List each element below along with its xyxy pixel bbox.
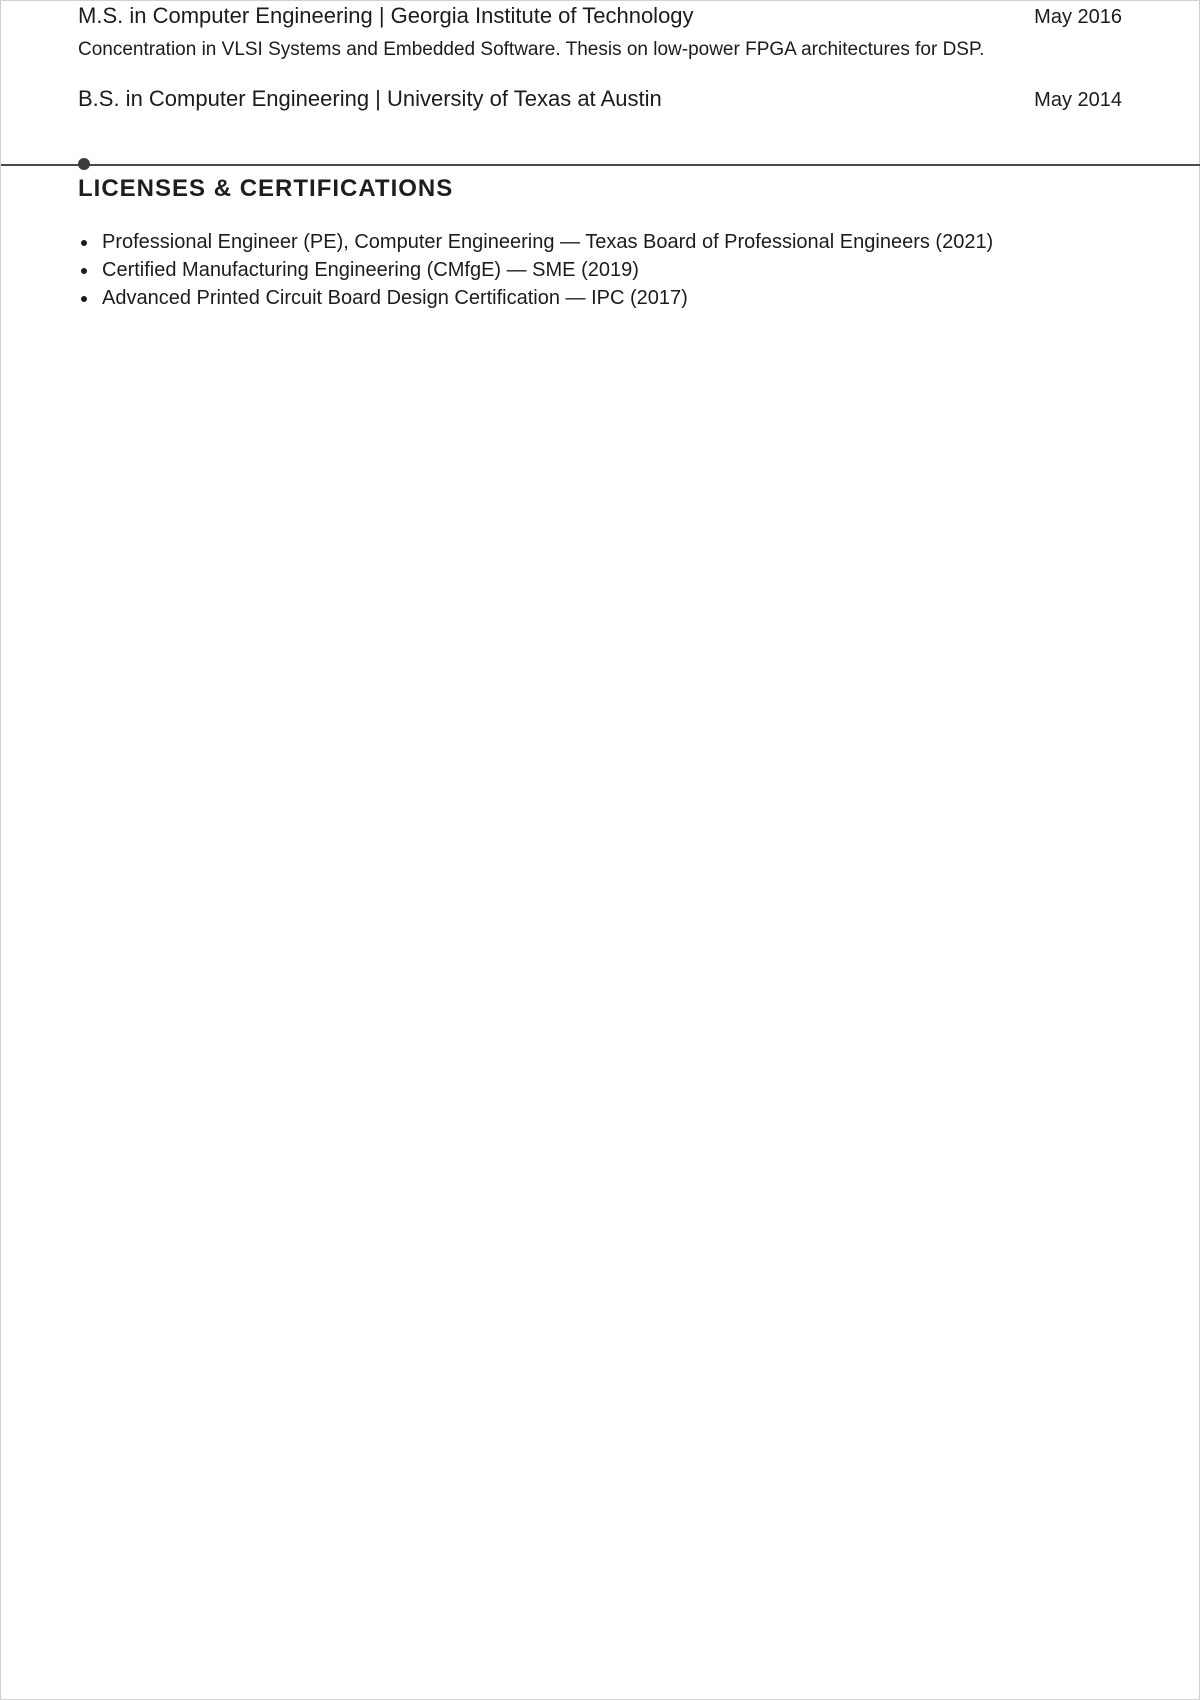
list-item: Advanced Printed Circuit Board Design Certification — IPC (2017) (78, 284, 993, 312)
divider-dot (78, 158, 90, 170)
degree-detail: Concentration in VLSI Systems and Embedded Software. Thesis on low-power FPGA architectures for DSP. (78, 39, 985, 60)
degree-title: M.S. in Computer Engineering | Georgia Institute of Technology (78, 3, 694, 28)
degree-date: May 2016 (1034, 6, 1122, 28)
section-divider (1, 164, 1200, 166)
degree-title: B.S. in Computer Engineering | University of Texas at Austin (78, 86, 662, 111)
section-title-certifications: LICENSES & CERTIFICATIONS (78, 175, 454, 202)
degree-date: May 2014 (1034, 89, 1122, 111)
education-entry-ms (78, 3, 1122, 29)
certification-list (78, 228, 993, 312)
list-item: Certified Manufacturing Engineering (CMfgE) — SME (2019) (78, 256, 993, 284)
list-item: Professional Engineer (PE), Computer Engineering — Texas Board of Professional Engineers (2021) (78, 228, 993, 256)
education-entry-bs (78, 86, 1122, 112)
